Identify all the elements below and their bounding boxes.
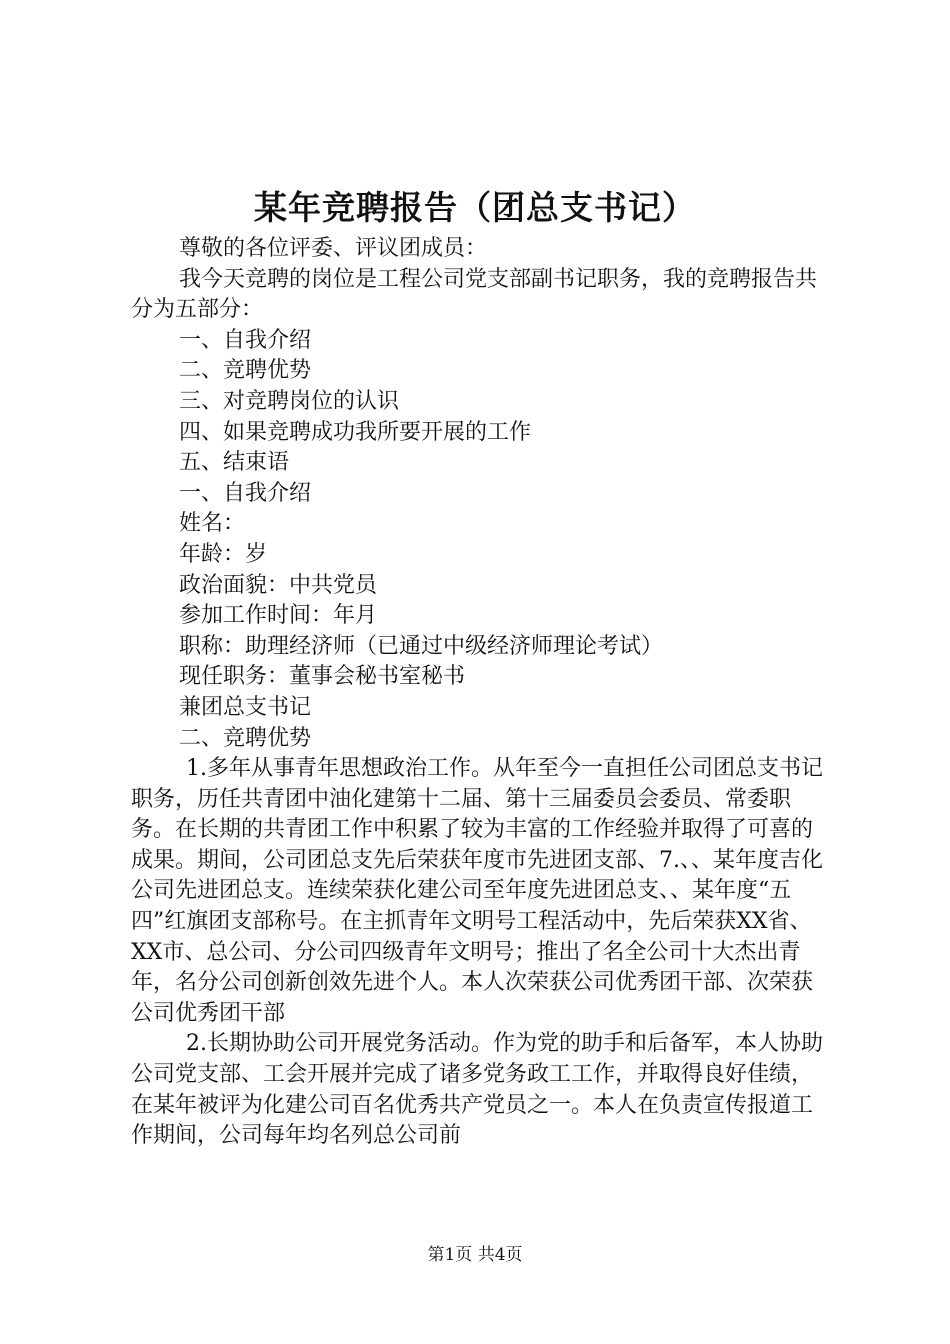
field-title: 职称：助理经济师（已通过中级经济师理论考试） xyxy=(179,633,664,659)
section-heading-self-intro: 一、自我介绍 xyxy=(179,480,312,506)
advantage-paragraph-1: 1.多年从事青年思想政治工作。从年至今一直担任公司团总支书记职务，历任共青团中油化建第十二届、第十三届委员会委员、常委职务。在长期的共青团工作中积累了较为丰富的工作经验并取得了可喜的成果。期间，公司团总支先后荣获年度市先进团支部、7.、、某年度吉化公司先进团总支。连续荣获化建公司至年度先进团总支、、某年度“五四”红旗团支部称号。在主抓青年文明号工程活动中，先后荣获XX省、XX市、总公司、分公司四级青年文明号；推出了名全公司十大杰出青年，名分公司创新创效先进个人。本人次荣获公司优秀团干部、次荣获公司优秀团干部 xyxy=(131,756,823,1026)
field-political-status: 政治面貌：中共党员 xyxy=(179,572,378,598)
field-work-start: 参加工作时间：年月 xyxy=(179,603,378,629)
field-age: 年龄：岁 xyxy=(179,541,268,567)
intro-paragraph: 我今天竞聘的岗位是工程公司党支部副书记职务，我的竞聘报告共分为五部分： xyxy=(131,266,818,323)
document-body xyxy=(131,234,831,1152)
field-concurrent-position: 兼团总支书记 xyxy=(179,694,312,720)
outline-item-2: 二、竞聘优势 xyxy=(179,358,312,384)
salutation: 尊敬的各位评委、评议团成员： xyxy=(179,236,488,261)
section-heading-advantages: 二、竞聘优势 xyxy=(179,725,312,751)
field-name: 姓名： xyxy=(179,511,246,537)
document-title: 某年竞聘报告（团总支书记） xyxy=(254,188,696,227)
page-footer: 第1页 共4页 xyxy=(427,1245,523,1265)
advantage-paragraph-2: 2.长期协助公司开展党务活动。作为党的助手和后备军，本人协助公司党支部、工会开展并完成了诸多党务政工工作，并取得良好佳绩，在某年被评为化建公司百名优秀共产党员之一。本人在负责宣传报道工作期间，公司每年均名列总公司前 xyxy=(131,1031,823,1149)
outline-item-1: 一、自我介绍 xyxy=(179,327,312,353)
outline-item-4: 四、如果竞聘成功我所要开展的工作 xyxy=(179,419,532,445)
outline-item-3: 三、对竞聘岗位的认识 xyxy=(179,388,400,414)
outline-item-5: 五、结束语 xyxy=(179,450,290,476)
field-current-position: 现任职务：董事会秘书室秘书 xyxy=(179,664,466,690)
